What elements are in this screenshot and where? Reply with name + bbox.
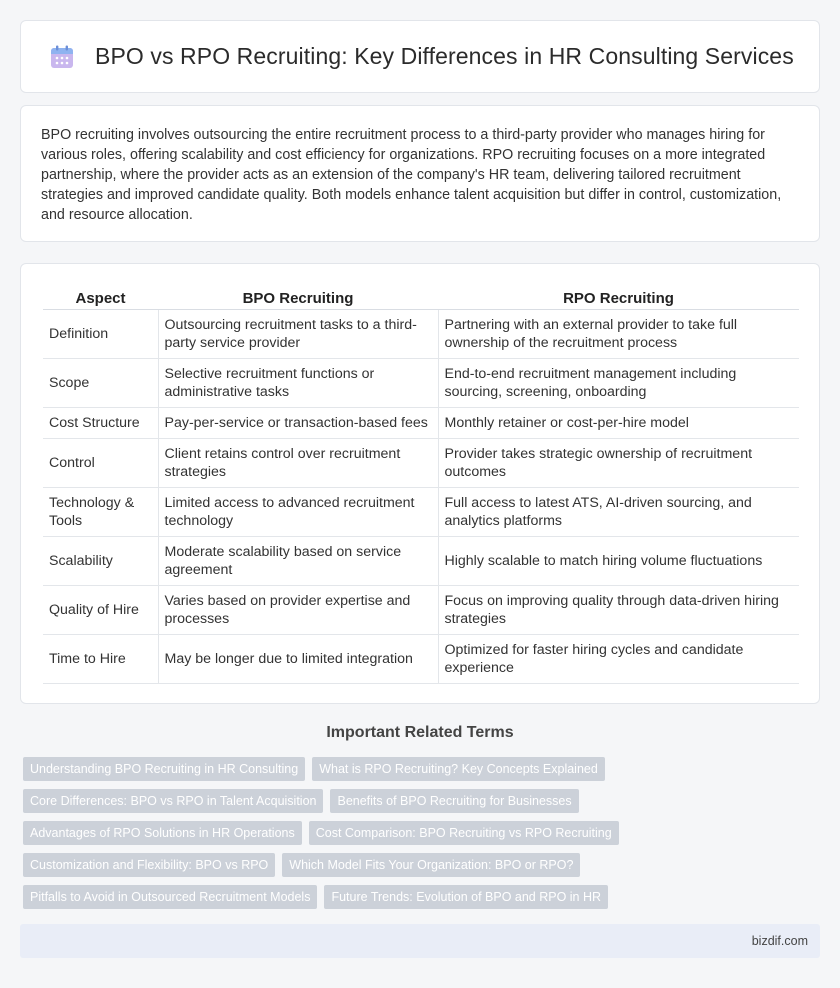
table-row (43, 585, 799, 634)
related-term-link[interactable]: Customization and Flexibility: BPO vs RPO (23, 853, 275, 877)
tag-row (23, 789, 823, 813)
tag-row (23, 757, 823, 781)
cell-bpo: Pay-per-service or transaction-based fees (158, 407, 438, 438)
cell-bpo: Moderate scalability based on service agreement (158, 536, 438, 585)
related-term-link[interactable]: Which Model Fits Your Organization: BPO or RPO? (282, 853, 580, 877)
table-header-row (43, 284, 799, 309)
related-terms-title: Important Related Terms (326, 724, 514, 741)
cell-aspect: Technology & Tools (43, 487, 158, 536)
table-row (43, 358, 799, 407)
comparison-table-card (20, 263, 820, 704)
tag-row (23, 853, 823, 877)
header-rpo: RPO Recruiting (438, 284, 799, 309)
related-term-link[interactable]: Advantages of RPO Solutions in HR Operations (23, 821, 302, 845)
table-row (43, 634, 799, 683)
cell-aspect: Scope (43, 358, 158, 407)
cell-rpo: Focus on improving quality through data-driven hiring strategies (438, 585, 799, 634)
related-terms-list (23, 757, 823, 917)
footer-site-link[interactable]: bizdif.com (751, 934, 808, 948)
cell-rpo: Full access to latest ATS, AI-driven sourcing, and analytics platforms (438, 487, 799, 536)
cell-rpo: Monthly retainer or cost-per-hire model (438, 407, 799, 438)
cell-aspect: Cost Structure (43, 407, 158, 438)
header-bpo: BPO Recruiting (158, 284, 438, 309)
related-term-link[interactable]: Future Trends: Evolution of BPO and RPO in HR (324, 885, 608, 909)
tag-row (23, 821, 823, 845)
cell-bpo: Outsourcing recruitment tasks to a third-party service provider (158, 309, 438, 358)
related-term-link[interactable]: Understanding BPO Recruiting in HR Consulting (23, 757, 305, 781)
header-aspect: Aspect (43, 284, 158, 309)
cell-bpo: Selective recruitment functions or administrative tasks (158, 358, 438, 407)
calendar-icon (49, 44, 75, 70)
related-term-link[interactable]: Benefits of BPO Recruiting for Businesses (330, 789, 578, 813)
cell-aspect: Time to Hire (43, 634, 158, 683)
table-row (43, 309, 799, 358)
table-row (43, 407, 799, 438)
cell-rpo: Provider takes strategic ownership of recruitment outcomes (438, 438, 799, 487)
cell-aspect: Quality of Hire (43, 585, 158, 634)
cell-bpo: Varies based on provider expertise and processes (158, 585, 438, 634)
related-term-link[interactable]: What is RPO Recruiting? Key Concepts Explained (312, 757, 605, 781)
cell-rpo: Partnering with an external provider to take full ownership of the recruitment process (438, 309, 799, 358)
table-row (43, 536, 799, 585)
intro-paragraph: BPO recruiting involves outsourcing the entire recruitment process to a third-party provider who manages hiring for various roles, offering scalability and cost efficiency for organizations. RPO recruiting focuses on a more integrated partnership, where the provider acts as an extension of the company's HR team, delivering tailored recruitment strategies and improved candidate quality. Both models enhance talent acquisition but differ in control, customization, and resource allocation. (41, 127, 782, 223)
table-row (43, 487, 799, 536)
related-term-link[interactable]: Cost Comparison: BPO Recruiting vs RPO Recruiting (309, 821, 619, 845)
table-row (43, 438, 799, 487)
comparison-table (43, 284, 799, 684)
cell-rpo: Optimized for faster hiring cycles and candidate experience (438, 634, 799, 683)
related-term-link[interactable]: Core Differences: BPO vs RPO in Talent Acquisition (23, 789, 323, 813)
cell-bpo: May be longer due to limited integration (158, 634, 438, 683)
cell-bpo: Client retains control over recruitment strategies (158, 438, 438, 487)
page-title: BPO vs RPO Recruiting: Key Differences in HR Consulting Services (95, 43, 794, 69)
footer-bar (20, 924, 820, 958)
cell-aspect: Control (43, 438, 158, 487)
cell-aspect: Definition (43, 309, 158, 358)
cell-bpo: Limited access to advanced recruitment technology (158, 487, 438, 536)
cell-aspect: Scalability (43, 536, 158, 585)
cell-rpo: End-to-end recruitment management including sourcing, screening, onboarding (438, 358, 799, 407)
related-term-link[interactable]: Pitfalls to Avoid in Outsourced Recruitment Models (23, 885, 317, 909)
intro-card (20, 105, 820, 242)
tag-row (23, 885, 823, 909)
header-card (20, 20, 820, 93)
cell-rpo: Highly scalable to match hiring volume fluctuations (438, 536, 799, 585)
